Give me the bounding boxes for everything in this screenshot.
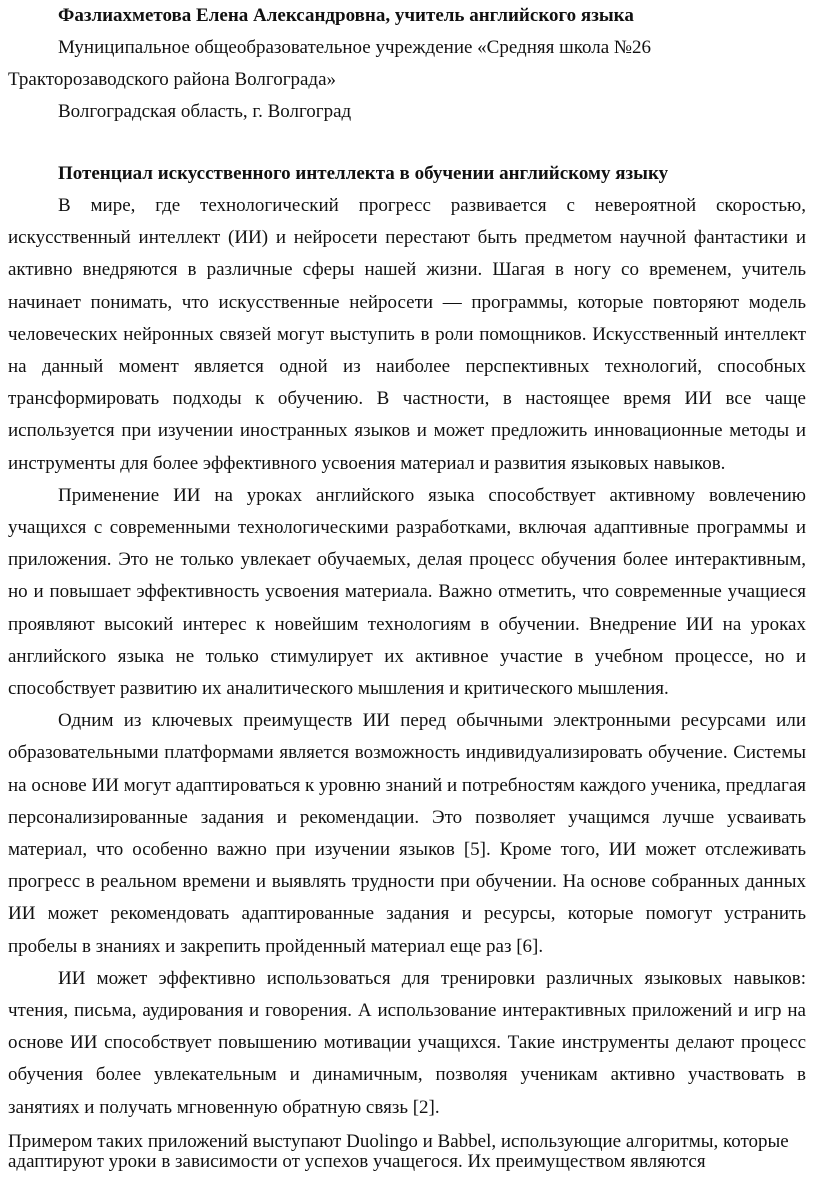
affiliation-line: Муниципальное общеобразовательное учреждение «Средняя школа №26 Тракторозаводского района Волгограда» — [8, 37, 652, 90]
paragraph: В мире, где технологический прогресс развивается с невероятной скоростью, искусственный интеллект (ИИ) и нейросети перестают быть предметом научной фантастики и активно внедряются в различные сферы нашей жизни. Шагая в ногу со временем, учитель начинает понимать, что искусственные нейросети — программы, которые повторяют модель человеческих нейронных связей могут выступить в роли помощников. Искусственный интеллект на данный момент является одной из наиболее перспективных технологий, способных трансформировать подходы к обучению. В частности, в настоящее время ИИ все чаще используется при изучении иностранных языков и может предложить инновационные методы и инструменты для более эффективного усвоения материал и развития языковых навыков. — [8, 195, 806, 474]
article-title: Потенциал искусственного интеллекта в обучении английскому языку — [58, 163, 669, 184]
final-paragraph: Примером таких приложений выступают Duolingo и Babbel, использующие алгоритмы, которые адаптируют уроки в зависимости от успехов учащегося. Их преимуществом являются — [8, 1130, 789, 1172]
article-body — [8, 190, 806, 1172]
author-line: Фазлиахметова Елена Александровна, учитель английского языка — [58, 5, 634, 26]
paragraph: Одним из ключевых преимуществ ИИ перед обычными электронными ресурсами или образовательными платформами является возможность индивидуализировать обучение. Системы на основе ИИ могут адаптироваться к уровню знаний и потребностям каждого ученика, предлагая персонализированные задания и рекомендации. Это позволяет учащимся лучше усваивать материал, что особенно важно при изучении языков [5]. Кроме того, ИИ может отслеживать прогресс в реальном времени и выявлять трудности при обучении. На основе собранных данных ИИ может рекомендовать адаптированные задания и ресурсы, которые помогут устранить пробелы в знаниях и закрепить пройденный материал еще раз [6]. — [8, 710, 806, 957]
paragraph: ИИ может эффективно использоваться для тренировки различных языковых навыков: чтения, письма, аудирования и говорения. А использование интерактивных приложений и игр на основе ИИ способствует повышению мотивации учащихся. Такие инструменты делают процесс обучения более увлекательным и динамичным, позволяя ученикам активно участвовать в занятиях и получать мгновенную обратную связь [2]. — [8, 967, 806, 1118]
paragraph: Применение ИИ на уроках английского языка способствует активному вовлечению учащихся с современными технологическими разработками, включая адаптивные программы и приложения. Это не только увлекает обучаемых, делая процесс обучения более интерактивным, но и повышает эффективность усвоения материала. Важно отметить, что современные учащиеся проявляют высокий интерес к новейшим технологиям в обучении. Внедрение ИИ на уроках английского языка не только стимулирует их активное участие в учебном процессе, но и способствует развитию их аналитического мышления и критического мышления. — [8, 484, 806, 700]
location-line: Волгоградская область, г. Волгоград — [58, 101, 352, 122]
